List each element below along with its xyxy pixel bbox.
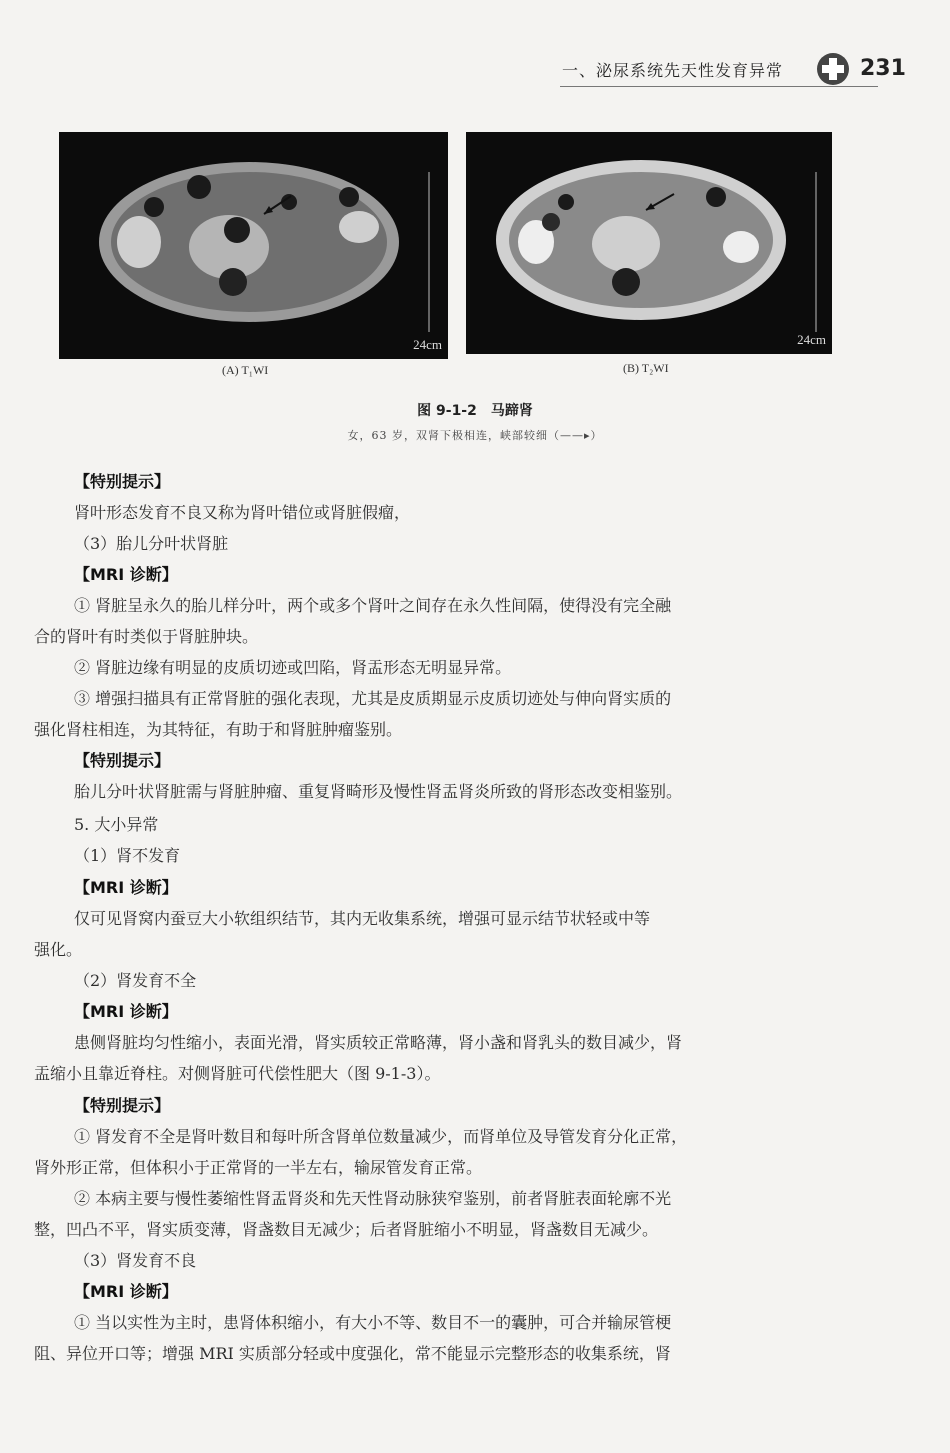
scale-label: 24cm — [797, 332, 826, 347]
paragraph-line: 强化。 — [34, 940, 83, 959]
paragraph-line: ③ 增强扫描具有正常肾脏的强化表现，尤其是皮质期显示皮质切迹处与伸向肾实质的 — [74, 689, 672, 708]
section-heading: 【特别提示】 — [74, 472, 171, 491]
paragraph-line: ② 本病主要与慢性萎缩性肾盂肾炎和先天性肾动脉狭窄鉴别，前者肾脏表面轮廓不光 — [74, 1189, 672, 1208]
mri-image-t1wi — [59, 132, 448, 359]
panel-label-a: (A) T₁WI — [222, 363, 269, 377]
paragraph-line: 合的肾叶有时类似于肾脏肿块。 — [34, 627, 259, 646]
subheading: 5. 大小异常 — [74, 815, 159, 834]
section-heading: 【MRI 诊断】 — [74, 1282, 178, 1301]
paragraph-line: 仅可见肾窝内蚕豆大小软组织结节，其内无收集系统，增强可显示结节状轻或中等 — [74, 909, 651, 928]
subheading: （3）肾发育不良 — [74, 1251, 197, 1270]
section-title: 一、泌尿系统先天性发育异常 — [562, 61, 784, 80]
subheading: （1）肾不发育 — [74, 846, 181, 865]
section-heading: 【MRI 诊断】 — [74, 1002, 178, 1021]
paragraph-line: 患侧肾脏均匀性缩小，表面光滑，肾实质较正常略薄，肾小盏和肾乳头的数目减少，肾 — [74, 1033, 683, 1052]
figure-caption: 女，63 岁，双肾下极相连，峡部较细（——▸） — [347, 429, 603, 442]
paragraph-line: 盂缩小且靠近脊柱。对侧肾脏可代偿性肥大（图 9-1-3）。 — [34, 1064, 441, 1083]
section-heading: 【MRI 诊断】 — [74, 565, 178, 584]
section-heading: 【特别提示】 — [74, 751, 171, 770]
plus-icon — [816, 52, 850, 86]
paragraph-line: 阻、异位开口等；增强 MRI 实质部分轻或中度强化，常不能显示完整形态的收集系统，肾 — [34, 1344, 671, 1363]
header-rule — [560, 86, 878, 87]
page-number: 231 — [860, 56, 906, 81]
paragraph-line: 胎儿分叶状肾脏需与肾脏肿瘤、重复肾畸形及慢性肾盂肾炎所致的肾形态改变相鉴别。 — [74, 782, 683, 801]
paragraph-line: 整，凹凸不平，肾实质变薄，肾盏数目无减少；后者肾脏缩小不明显，肾盏数目无减少。 — [34, 1220, 659, 1239]
paragraph-line: ① 肾发育不全是肾叶数目和每叶所含肾单位数量减少，而肾单位及导管发育分化正常， — [74, 1127, 688, 1146]
subheading: （2）肾发育不全 — [74, 971, 197, 990]
subheading: （3）胎儿分叶状肾脏 — [74, 534, 229, 553]
paragraph-line: 肾叶形态发育不良又称为肾叶错位或肾脏假瘤， — [74, 503, 411, 522]
running-header — [560, 50, 906, 90]
paragraph-line: ② 肾脏边缘有明显的皮质切迹或凹陷，肾盂形态无明显异常。 — [74, 658, 512, 677]
panel-label-b: (B) T₂WI — [623, 361, 669, 375]
scale-label: 24cm — [413, 337, 442, 352]
paragraph-line: 肾外形正常，但体积小于正常肾的一半左右，输尿管发育正常。 — [34, 1158, 483, 1177]
mri-image-t2wi — [466, 132, 832, 354]
section-heading: 【特别提示】 — [74, 1096, 171, 1115]
paragraph-line: ① 肾脏呈永久的胎儿样分叶，两个或多个肾叶之间存在永久性间隔，使得没有完全融 — [74, 596, 672, 615]
figure-title: 图 9-1-2 马蹄肾 — [417, 403, 533, 419]
section-heading: 【MRI 诊断】 — [74, 878, 178, 897]
paragraph-line: ① 当以实性为主时，患肾体积缩小，有大小不等、数目不一的囊肿，可合并输尿管梗 — [74, 1313, 672, 1332]
paragraph-line: 强化肾柱相连，为其特征，有助于和肾脏肿瘤鉴别。 — [34, 720, 403, 739]
